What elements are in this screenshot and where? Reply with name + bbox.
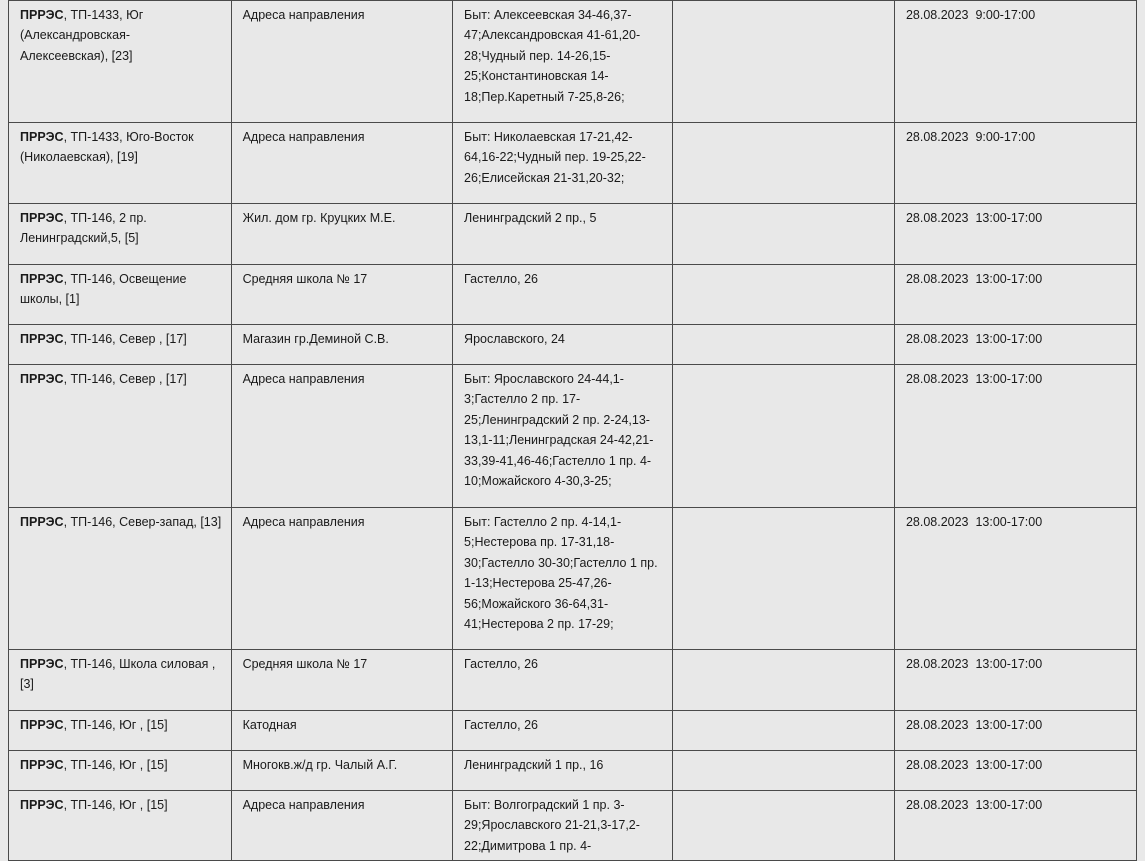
datetime-cell	[894, 265, 1136, 325]
location-cell	[9, 265, 232, 325]
location-text: , ТП-146, Освещение	[63, 272, 187, 286]
outage-table	[8, 0, 1137, 861]
note-cell	[673, 325, 894, 365]
address-line: 56;Можайского 36-64,31-	[464, 596, 609, 611]
datetime-cell	[894, 711, 1136, 751]
consumer-cell	[231, 1, 452, 123]
address-line: Быт: Гастелло 2 пр. 4-14,1-	[464, 515, 622, 529]
address-cell	[453, 650, 673, 711]
address-line: 1-13;Нестерова 25-47,26-	[464, 576, 612, 591]
consumer-cell	[231, 365, 452, 508]
table-row	[9, 751, 1137, 791]
consumer-text: Адреса направления	[242, 8, 365, 22]
address-line: 18;Пер.Каретный 7-25,8-26;	[464, 89, 625, 104]
location-cell	[9, 791, 232, 861]
organization-label: ПРРЭС	[20, 515, 64, 529]
address-line: 29;Ярославского 21-21,3-17,2-	[464, 818, 640, 833]
address-line: Быт: Волгоградский 1 пр. 3-	[464, 798, 625, 812]
organization-label: ПРРЭС	[20, 372, 64, 386]
address-cell	[453, 711, 673, 751]
outage-datetime: 28.08.2023 13:00-17:00	[905, 515, 1043, 529]
datetime-cell	[894, 650, 1136, 711]
address-line: 30;Гастелло 30-30;Гастелло 1 пр.	[464, 555, 658, 570]
address-cell	[453, 508, 673, 650]
location-cell	[9, 325, 232, 365]
address-line: 33,39-41,46-46;Гастелло 1 пр. 4-	[464, 453, 652, 468]
consumer-cell	[231, 650, 452, 711]
location-line	[20, 795, 221, 815]
consumer-cell	[231, 265, 452, 325]
address-line: Быт: Ярославского 24-44,1-	[464, 372, 624, 386]
address-line: 64,16-22;Чудный пер. 19-25,22-	[464, 150, 646, 165]
location-line: школы, [1]	[20, 292, 80, 307]
outage-datetime: 28.08.2023 13:00-17:00	[905, 758, 1043, 772]
consumer-cell	[231, 123, 452, 204]
note-cell	[673, 508, 894, 650]
address-line: Гастелло, 26	[464, 657, 538, 671]
address-line: 22;Димитрова 1 пр. 4-	[464, 838, 592, 853]
address-cell	[453, 325, 673, 365]
address-line: 26;Елисейская 21-31,20-32;	[464, 170, 625, 185]
address-line: Ленинградский 1 пр., 16	[464, 758, 604, 772]
note-cell	[673, 123, 894, 204]
organization-label: ПРРЭС	[20, 272, 64, 286]
address-line: 25;Константиновская 14-	[464, 69, 609, 84]
address-line: Ярославского, 24	[464, 332, 565, 346]
location-text: , ТП-146, Север , [17]	[63, 332, 187, 346]
outage-datetime: 28.08.2023 13:00-17:00	[905, 718, 1043, 732]
note-cell	[673, 1, 894, 123]
table-row	[9, 265, 1137, 325]
address-cell	[453, 265, 673, 325]
address-cell	[453, 791, 673, 861]
datetime-cell	[894, 123, 1136, 204]
table-row	[9, 791, 1137, 861]
address-cell	[453, 751, 673, 791]
location-line	[20, 5, 221, 25]
location-cell	[9, 751, 232, 791]
location-text: , ТП-146, Юг , [15]	[63, 758, 168, 772]
location-line	[20, 715, 221, 735]
location-text: , ТП-146, Юг , [15]	[63, 798, 168, 812]
location-cell	[9, 508, 232, 650]
location-line: (Александровская-	[20, 28, 131, 43]
outage-datetime: 28.08.2023 13:00-17:00	[905, 211, 1043, 225]
organization-label: ПРРЭС	[20, 332, 64, 346]
datetime-cell	[894, 204, 1136, 265]
address-line: 47;Александровская 41-61,20-	[464, 28, 641, 43]
location-line: Ленинградский,5, [5]	[20, 231, 139, 246]
location-cell	[9, 650, 232, 711]
consumer-text: Многокв.ж/д гр. Чалый А.Г.	[242, 758, 398, 772]
location-line	[20, 269, 221, 289]
outage-table-body	[9, 1, 1137, 861]
location-cell	[9, 204, 232, 265]
datetime-cell	[894, 325, 1136, 365]
location-text: , ТП-1433, Юг	[63, 8, 144, 22]
address-cell	[453, 123, 673, 204]
consumer-cell	[231, 711, 452, 751]
organization-label: ПРРЭС	[20, 718, 64, 732]
address-line: 13,1-11;Ленинградская 24-42,21-	[464, 433, 654, 448]
outage-datetime: 28.08.2023 13:00-17:00	[905, 372, 1043, 386]
location-line	[20, 208, 221, 228]
note-cell	[673, 791, 894, 861]
datetime-cell	[894, 791, 1136, 861]
location-line	[20, 127, 221, 147]
location-text: , ТП-146, Север-запад, [13]	[63, 515, 222, 529]
table-row	[9, 508, 1137, 650]
outage-datetime: 28.08.2023 13:00-17:00	[905, 272, 1043, 286]
consumer-cell	[231, 751, 452, 791]
address-cell	[453, 365, 673, 508]
table-row	[9, 711, 1137, 751]
address-line: 10;Можайского 4-30,3-25;	[464, 474, 612, 489]
organization-label: ПРРЭС	[20, 8, 64, 22]
location-line	[20, 755, 221, 775]
address-line: Быт: Николаевская 17-21,42-	[464, 130, 633, 144]
organization-label: ПРРЭС	[20, 798, 64, 812]
table-row	[9, 1, 1137, 123]
consumer-cell	[231, 791, 452, 861]
consumer-cell	[231, 204, 452, 265]
location-line	[20, 654, 221, 674]
outage-datetime: 28.08.2023 9:00-17:00	[905, 130, 1036, 144]
location-line: Алексеевская), [23]	[20, 48, 133, 63]
address-cell	[453, 204, 673, 265]
location-line	[20, 329, 221, 349]
datetime-cell	[894, 751, 1136, 791]
note-cell	[673, 265, 894, 325]
note-cell	[673, 365, 894, 508]
table-row	[9, 123, 1137, 204]
organization-label: ПРРЭС	[20, 211, 64, 225]
address-line: Гастелло, 26	[464, 272, 538, 286]
address-line: Быт: Алексеевская 34-46,37-	[464, 8, 632, 22]
table-row	[9, 204, 1137, 265]
outage-datetime: 28.08.2023 13:00-17:00	[905, 332, 1043, 346]
location-cell	[9, 711, 232, 751]
consumer-text: Магазин гр.Деминой С.В.	[242, 332, 389, 346]
location-text: , ТП-146, 2 пр.	[63, 211, 147, 225]
table-row	[9, 365, 1137, 508]
location-line: (Николаевская), [19]	[20, 150, 138, 165]
note-cell	[673, 204, 894, 265]
outage-datetime: 28.08.2023 13:00-17:00	[905, 657, 1043, 671]
location-line	[20, 512, 221, 532]
location-text: , ТП-146, Север , [17]	[63, 372, 187, 386]
location-text: , ТП-1433, Юго-Восток	[63, 130, 194, 144]
location-cell	[9, 365, 232, 508]
note-cell	[673, 751, 894, 791]
address-line: Ленинградский 2 пр., 5	[464, 211, 597, 225]
location-cell	[9, 123, 232, 204]
consumer-text: Адреса направления	[242, 515, 365, 529]
outage-datetime: 28.08.2023 13:00-17:00	[905, 798, 1043, 812]
location-text: , ТП-146, Школа силовая ,	[63, 657, 216, 671]
consumer-cell	[231, 508, 452, 650]
note-cell	[673, 650, 894, 711]
location-text: , ТП-146, Юг , [15]	[63, 718, 168, 732]
location-cell	[9, 1, 232, 123]
organization-label: ПРРЭС	[20, 130, 64, 144]
address-line: 3;Гастелло 2 пр. 17-	[464, 392, 581, 407]
datetime-cell	[894, 1, 1136, 123]
outage-datetime: 28.08.2023 9:00-17:00	[905, 8, 1036, 22]
consumer-text: Адреса направления	[242, 130, 365, 144]
datetime-cell	[894, 508, 1136, 650]
consumer-text: Жил. дом гр. Круцких М.Е.	[242, 211, 396, 225]
organization-label: ПРРЭС	[20, 758, 64, 772]
consumer-text: Средняя школа № 17	[242, 657, 368, 671]
datetime-cell	[894, 365, 1136, 508]
address-line: 25;Ленинградский 2 пр. 2-24,13-	[464, 412, 650, 427]
address-line: 5;Нестерова пр. 17-31,18-	[464, 535, 615, 550]
address-cell	[453, 1, 673, 123]
consumer-cell	[231, 325, 452, 365]
consumer-text: Средняя школа № 17	[242, 272, 368, 286]
table-row	[9, 325, 1137, 365]
location-line: [3]	[20, 677, 34, 692]
consumer-text: Катодная	[242, 718, 297, 732]
location-line	[20, 369, 221, 389]
address-line: 41;Нестерова 2 пр. 17-29;	[464, 617, 614, 632]
address-line: 28;Чудный пер. 14-26,15-	[464, 48, 611, 63]
consumer-text: Адреса направления	[242, 798, 365, 812]
consumer-text: Адреса направления	[242, 372, 365, 386]
table-row	[9, 650, 1137, 711]
organization-label: ПРРЭС	[20, 657, 64, 671]
note-cell	[673, 711, 894, 751]
address-line: Гастелло, 26	[464, 718, 538, 732]
